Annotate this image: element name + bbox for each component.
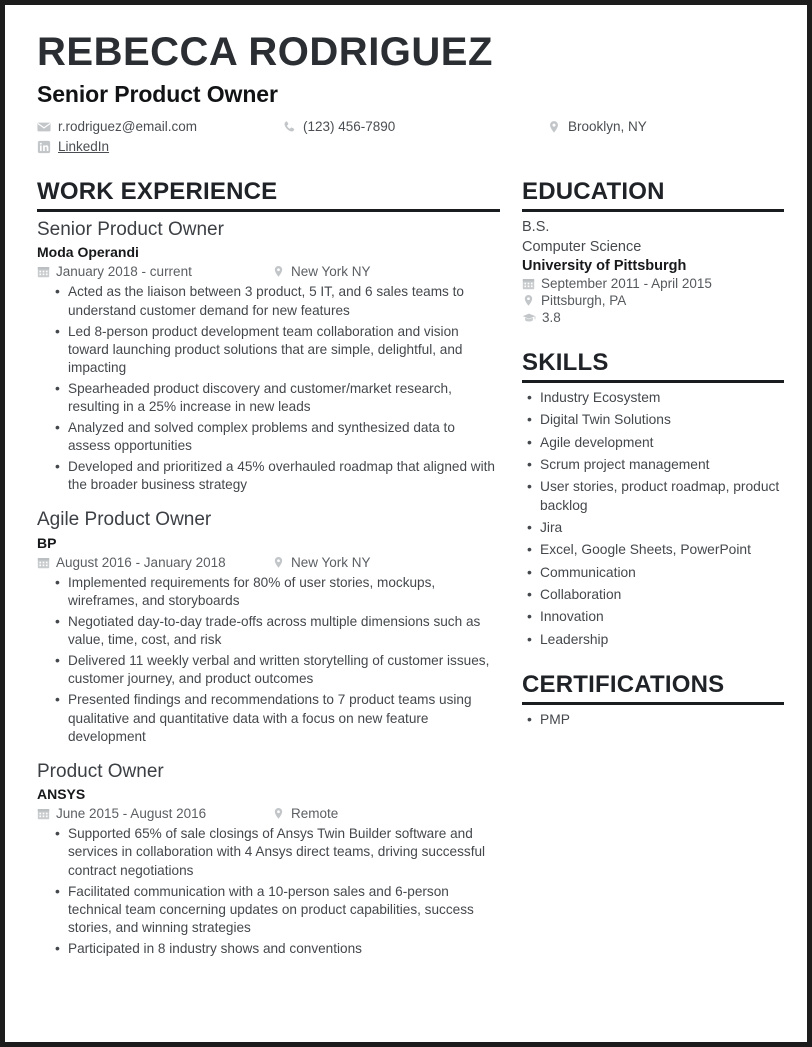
skill-item: • Agile development xyxy=(540,434,784,452)
job-company: ANSYS xyxy=(37,786,86,803)
calendar-icon xyxy=(37,556,50,569)
job-bullet: • Presented findings and recommendations to 7 product teams using qualitative and quantitative data with a focus on new feature development xyxy=(68,691,500,745)
left-column xyxy=(37,178,500,972)
skill-item: • Leadership xyxy=(540,631,784,649)
skill-item: • Excel, Google Sheets, PowerPoint xyxy=(540,541,784,559)
job-bullet-list xyxy=(37,825,500,958)
column-gap xyxy=(500,178,522,972)
job-bullet: • Supported 65% of sale closings of Ansys Twin Builder software and services in collaboration with 4 Ansys direct teams, driving successful contract negotiations xyxy=(68,825,500,879)
skill-item: • Scrum project management xyxy=(540,456,784,474)
education-field: Computer Science xyxy=(522,238,642,255)
job-bullet-list xyxy=(37,574,500,746)
skill-item: • Digital Twin Solutions xyxy=(540,411,784,429)
contact-phone-text: (123) 456-7890 xyxy=(303,119,396,135)
map-pin-icon xyxy=(522,294,535,307)
job-bullet: • Implemented requirements for 80% of user stories, mockups, wireframes, and storyboards xyxy=(68,574,500,610)
calendar-icon xyxy=(522,277,535,290)
contact-location-text: Brooklyn, NY xyxy=(568,119,647,135)
job-bullet: • Facilitated communication with a 10-person sales and 6-person technical team concerning updates on product capabilities, success stories, and winning strategies xyxy=(68,883,500,937)
contact-row xyxy=(37,119,779,159)
certifications-list xyxy=(522,711,784,729)
contact-email[interactable] xyxy=(37,119,282,134)
job-bullet: • Negotiated day-to-day trade-offs across multiple dimensions such as value, time, cost, and risk xyxy=(68,613,500,649)
contact-linkedin-text[interactable]: LinkedIn xyxy=(58,139,110,155)
education-title: EDUCATION xyxy=(522,178,665,206)
job-location xyxy=(272,555,371,570)
contact-phone[interactable] xyxy=(282,119,547,134)
resume-body xyxy=(37,178,779,972)
job-location xyxy=(272,264,371,279)
job-location-text: Remote xyxy=(291,806,339,822)
job-bullet-list xyxy=(37,283,500,494)
skill-item: • Jira xyxy=(540,519,784,537)
skill-item: • Innovation xyxy=(540,608,784,626)
certification-item: • PMP xyxy=(540,711,784,729)
job-dates xyxy=(37,264,272,279)
job-dates-text: June 2015 - August 2016 xyxy=(56,806,207,822)
education-dates-text: September 2011 - April 2015 xyxy=(541,276,712,292)
job-location-text: New York NY xyxy=(291,555,371,571)
job-location xyxy=(272,806,338,821)
skill-item: • Collaboration xyxy=(540,586,784,604)
education-dates xyxy=(522,276,784,291)
phone-icon xyxy=(282,120,296,134)
candidate-name: REBECCA RODRIGUEZ xyxy=(37,30,493,74)
job-dates-text: August 2016 - January 2018 xyxy=(56,555,226,571)
job-bullet: • Led 8-person product development team collaboration and vision toward launching product solutions that are simple, delightful, and impacting xyxy=(68,323,500,377)
job-title: Product Owner xyxy=(37,760,164,782)
section-certifications xyxy=(522,671,784,729)
job-meta xyxy=(37,555,500,570)
skills-title: SKILLS xyxy=(522,349,609,377)
candidate-headline: Senior Product Owner xyxy=(37,81,278,108)
job-bullet: • Analyzed and solved complex problems and synthesized data to assess opportunities xyxy=(68,419,500,455)
resume-header xyxy=(37,31,779,159)
section-rule xyxy=(522,209,784,212)
calendar-icon xyxy=(37,265,50,278)
job-bullet: • Participated in 8 industry shows and conventions xyxy=(68,940,500,958)
right-column xyxy=(522,178,784,972)
job-bullet: • Delivered 11 weekly verbal and written storytelling of customer issues, customer journey, and product outcomes xyxy=(68,652,500,688)
resume-page xyxy=(5,5,807,1042)
job-dates xyxy=(37,806,272,821)
skill-item: • Industry Ecosystem xyxy=(540,389,784,407)
job-dates-text: January 2018 - current xyxy=(56,264,192,280)
education-school: University of Pittsburgh xyxy=(522,258,687,275)
job-entry xyxy=(37,508,500,745)
section-education xyxy=(522,178,784,325)
map-pin-icon xyxy=(272,807,285,820)
calendar-icon xyxy=(37,807,50,820)
job-bullet: • Developed and prioritized a 45% overhauled roadmap that aligned with the broader business strategy xyxy=(68,458,500,494)
section-skills xyxy=(522,349,784,649)
section-rule xyxy=(522,380,784,383)
job-bullet: • Acted as the liaison between 3 product, 5 IT, and 6 sales teams to understand customer demand for new features xyxy=(68,283,500,319)
job-meta xyxy=(37,806,500,821)
job-company: BP xyxy=(37,535,57,552)
job-meta xyxy=(37,264,500,279)
contact-location xyxy=(547,119,777,134)
contact-linkedin[interactable] xyxy=(37,139,282,154)
skills-list xyxy=(522,389,784,649)
skill-item: • Communication xyxy=(540,564,784,582)
envelope-icon xyxy=(37,120,51,134)
skill-item: • User stories, product roadmap, product backlog xyxy=(540,478,784,515)
education-location-text: Pittsburgh, PA xyxy=(541,293,627,309)
map-pin-icon xyxy=(272,556,285,569)
job-title: Senior Product Owner xyxy=(37,218,224,240)
job-location-text: New York NY xyxy=(291,264,371,280)
graduation-cap-icon xyxy=(522,311,536,324)
job-title: Agile Product Owner xyxy=(37,509,212,531)
education-location xyxy=(522,293,784,308)
education-gpa-text: 3.8 xyxy=(542,310,561,326)
job-entry xyxy=(37,760,500,958)
section-rule xyxy=(522,702,784,705)
certifications-title: CERTIFICATIONS xyxy=(522,670,725,698)
job-entry xyxy=(37,218,500,495)
section-work-experience xyxy=(37,178,500,958)
work-experience-title: WORK EXPERIENCE xyxy=(37,178,278,206)
map-pin-icon xyxy=(272,265,285,278)
job-company: Moda Operandi xyxy=(37,244,139,261)
education-degree: B.S. xyxy=(522,218,550,235)
map-pin-icon xyxy=(547,120,561,134)
contact-email-text: r.rodriguez@email.com xyxy=(58,119,198,135)
job-bullet: • Spearheaded product discovery and customer/market research, resulting in a 25% increase in new leads xyxy=(68,380,500,416)
education-gpa xyxy=(522,310,784,325)
job-dates xyxy=(37,555,272,570)
linkedin-icon xyxy=(37,140,51,154)
section-rule xyxy=(37,209,500,212)
